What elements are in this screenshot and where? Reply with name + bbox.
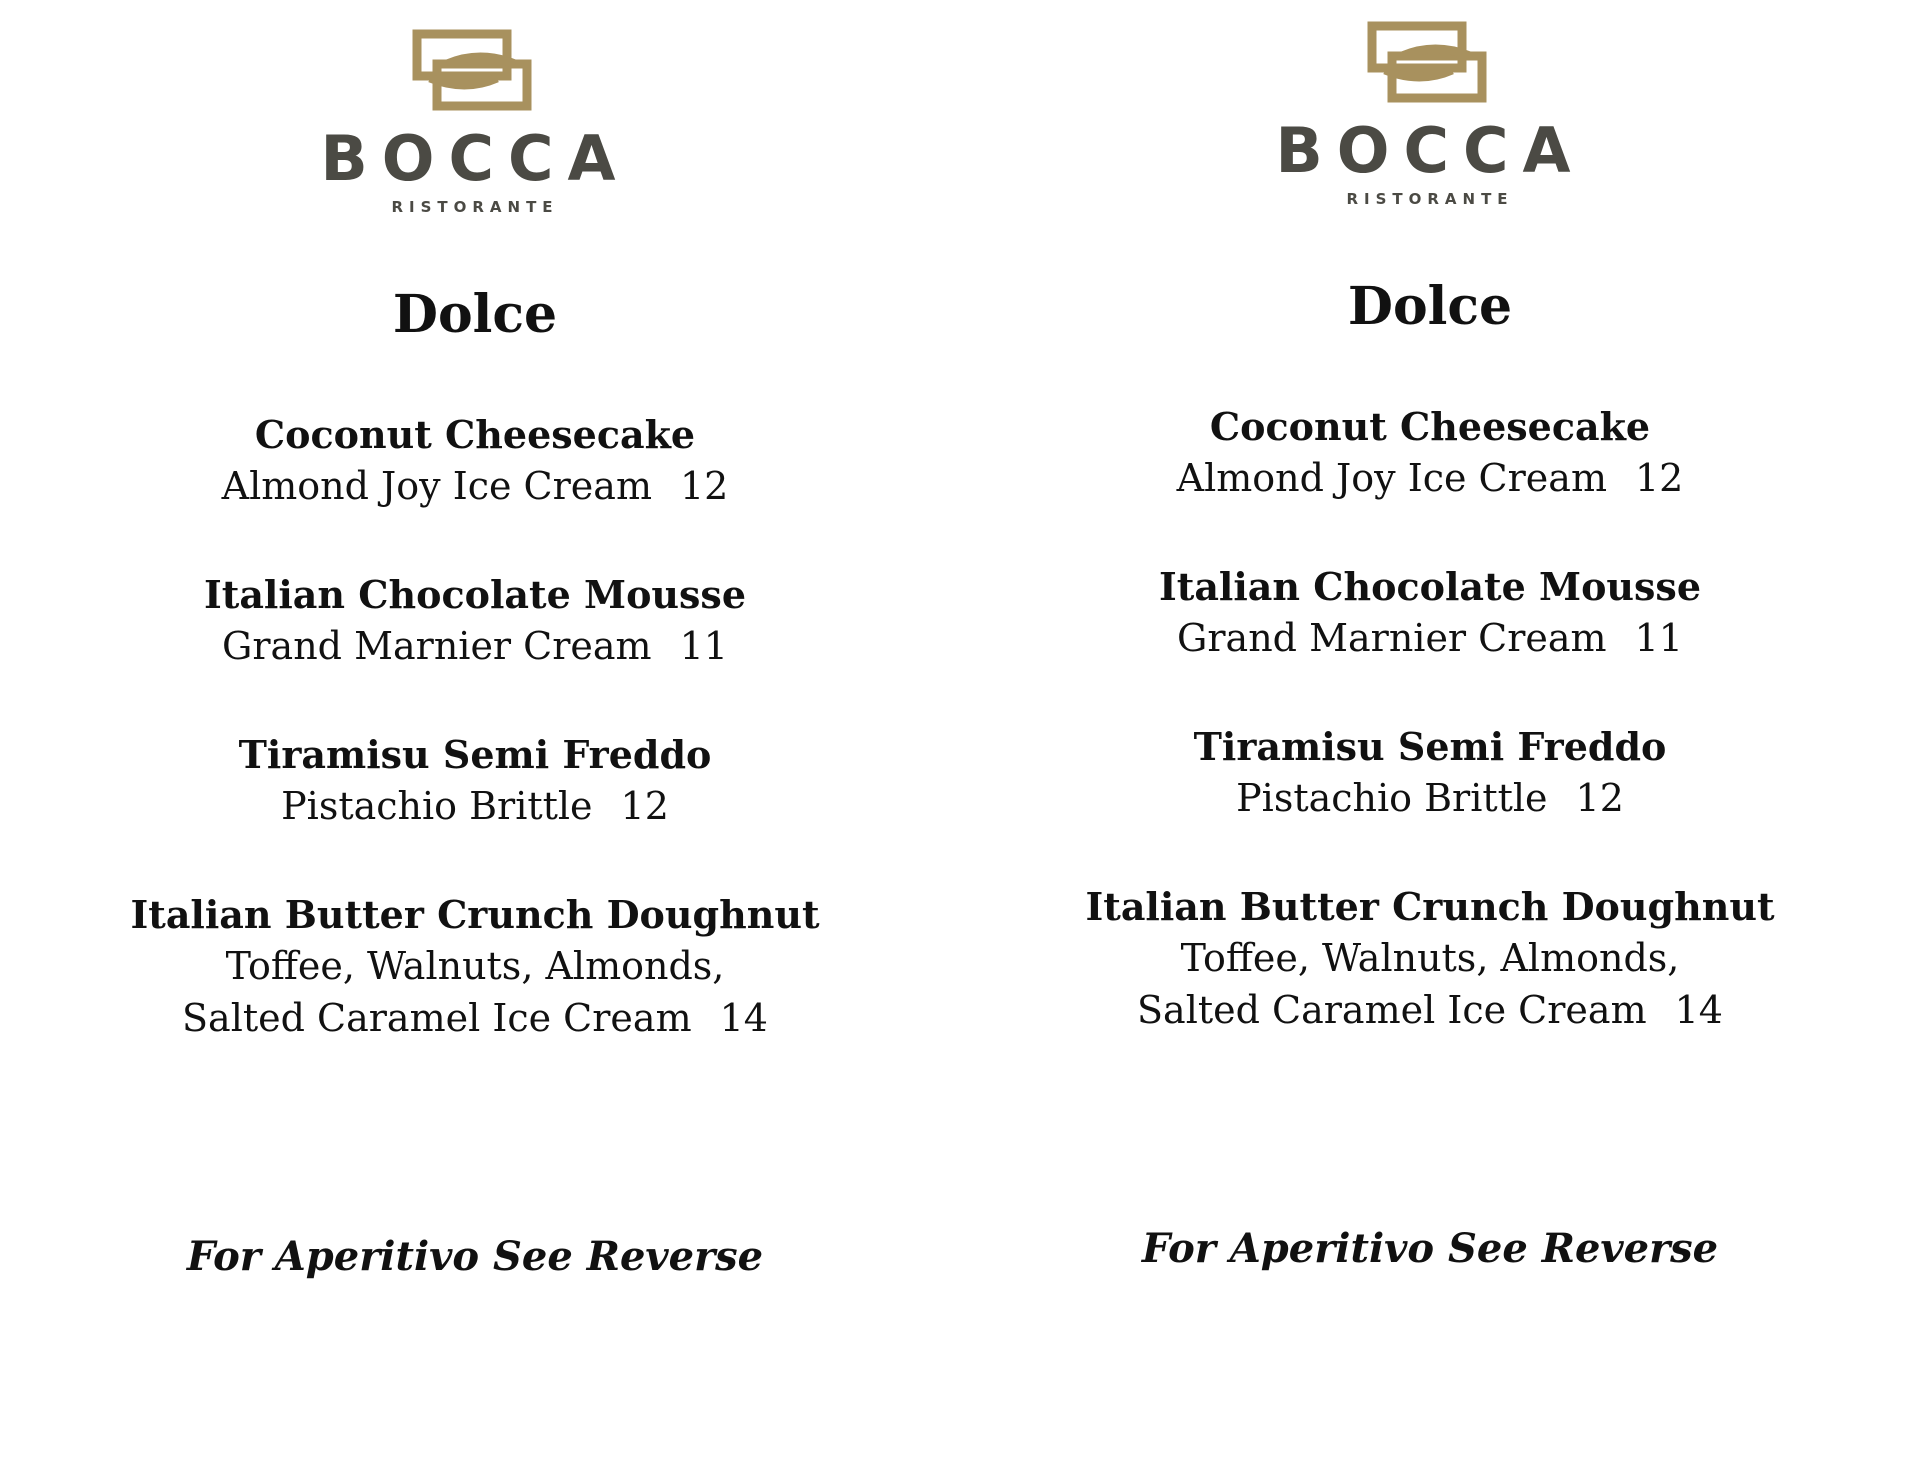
menu-item <box>1020 402 1840 504</box>
dessert-name: Tiramisu Semi Freddo <box>1193 724 1667 769</box>
menu-heading: Dolce <box>392 284 558 345</box>
dessert-name: Coconut Cheesecake <box>254 412 696 457</box>
dessert-price: 12 <box>1575 776 1624 820</box>
menu-panel-left <box>65 0 885 1484</box>
bocca-logo <box>65 22 885 222</box>
dessert-name: Italian Chocolate Mousse <box>203 572 747 617</box>
reverse-note: For Aperitivo See Reverse <box>186 1233 764 1280</box>
dessert-name: Tiramisu Semi Freddo <box>238 732 712 777</box>
description-text: Almond Joy Ice Cream <box>221 464 652 508</box>
menu-item <box>65 410 885 512</box>
description-text: Pistachio Brittle <box>281 784 593 828</box>
dessert-price: 11 <box>679 624 728 668</box>
description-text: Salted Caramel Ice Cream <box>1137 988 1647 1032</box>
menu-item <box>65 570 885 672</box>
menu-item <box>1020 722 1840 824</box>
dessert-description <box>65 620 885 672</box>
menu-item <box>1020 562 1840 664</box>
dessert-list <box>1020 402 1840 1094</box>
dessert-description <box>65 940 885 992</box>
dessert-description <box>1020 984 1840 1036</box>
bocca-monogram-icon <box>1230 14 1630 214</box>
brand-wordmark: BOCCA <box>320 122 630 195</box>
description-text: Toffee, Walnuts, Almonds, <box>1180 936 1680 980</box>
dessert-description <box>65 992 885 1044</box>
dessert-price: 12 <box>620 784 669 828</box>
menu-item <box>65 730 885 832</box>
dessert-name: Italian Butter Crunch Doughnut <box>1085 884 1775 929</box>
dessert-price: 11 <box>1634 616 1683 660</box>
dessert-price: 12 <box>679 464 729 508</box>
description-text: Pistachio Brittle <box>1236 776 1548 820</box>
description-text: Grand Marnier Cream <box>222 624 652 668</box>
reverse-note: For Aperitivo See Reverse <box>1141 1225 1719 1272</box>
brand-wordmark: BOCCA <box>1275 114 1585 187</box>
dessert-price: 12 <box>1634 456 1684 500</box>
description-text: Toffee, Walnuts, Almonds, <box>225 944 725 988</box>
menu-panel-right <box>1020 0 1840 1476</box>
menu-heading: Dolce <box>1347 276 1513 337</box>
dessert-description <box>1020 932 1840 984</box>
dessert-description <box>1020 452 1840 504</box>
dessert-name: Italian Butter Crunch Doughnut <box>130 892 820 937</box>
bocca-logo <box>1020 14 1840 214</box>
dessert-description <box>1020 612 1840 664</box>
dessert-description <box>65 780 885 832</box>
description-text: Almond Joy Ice Cream <box>1176 456 1607 500</box>
menu-item <box>1020 882 1840 1036</box>
dessert-description <box>1020 772 1840 824</box>
menu-item <box>65 890 885 1044</box>
dessert-list <box>65 410 885 1102</box>
description-text: Salted Caramel Ice Cream <box>182 996 692 1040</box>
brand-tagline: RISTORANTE <box>391 198 559 216</box>
dessert-name: Italian Chocolate Mousse <box>1158 564 1702 609</box>
brand-tagline: RISTORANTE <box>1346 190 1514 208</box>
bocca-monogram-icon <box>275 22 675 222</box>
dessert-price: 14 <box>719 996 768 1040</box>
dessert-description <box>65 460 885 512</box>
dessert-price: 14 <box>1674 988 1723 1032</box>
description-text: Grand Marnier Cream <box>1177 616 1607 660</box>
dessert-name: Coconut Cheesecake <box>1209 404 1651 449</box>
